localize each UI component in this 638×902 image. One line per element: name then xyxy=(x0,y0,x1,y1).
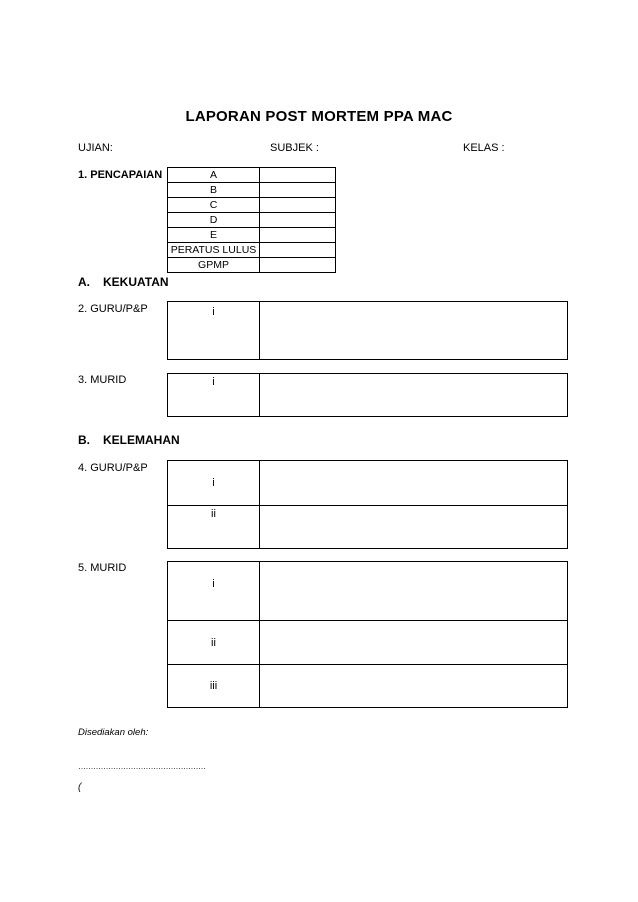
entry-cell[interactable] xyxy=(260,374,567,416)
grade-value-cell[interactable] xyxy=(260,258,336,273)
grade-label: PERATUS LULUS xyxy=(168,243,260,258)
page-title: LAPORAN POST MORTEM PPA MAC xyxy=(185,108,453,125)
table-row xyxy=(168,461,567,505)
table-row xyxy=(168,243,336,258)
grade-value-cell[interactable] xyxy=(260,213,336,228)
subjek-label: SUBJEK : xyxy=(270,142,319,154)
table-row xyxy=(168,505,567,549)
row-number: i xyxy=(168,302,260,359)
kelas-label: KELAS : xyxy=(463,142,505,154)
table-row xyxy=(168,198,336,213)
kelemahan-guru-label: 4. GURU/P&P xyxy=(78,462,148,474)
kekuatan-guru-label: 2. GURU/P&P xyxy=(78,303,148,315)
grade-value-cell[interactable] xyxy=(260,228,336,243)
table-row xyxy=(168,302,567,359)
grade-label: E xyxy=(168,228,260,243)
grade-label: D xyxy=(168,213,260,228)
table-row xyxy=(168,228,336,243)
row-number: ii xyxy=(168,506,260,549)
ujian-label: UJIAN: xyxy=(78,142,113,154)
entry-cell[interactable] xyxy=(260,506,567,549)
entry-cell[interactable] xyxy=(260,621,567,665)
section-letter: B. xyxy=(78,433,90,447)
table-row xyxy=(168,664,567,708)
grade-label: GPMP xyxy=(168,258,260,273)
kekuatan-guru-box xyxy=(167,301,568,360)
section-title: KELEMAHAN xyxy=(103,433,180,447)
table-row xyxy=(168,258,336,273)
name-paren: ( xyxy=(78,782,82,793)
table-row xyxy=(168,374,567,416)
table-row xyxy=(168,183,336,198)
kelemahan-heading xyxy=(78,433,180,447)
grade-value-cell[interactable] xyxy=(260,168,336,183)
grade-label: C xyxy=(168,198,260,213)
pencapaian-label: 1. PENCAPAIAN xyxy=(78,169,163,181)
prepared-by-label: Disediakan oleh: xyxy=(78,727,149,738)
kelemahan-murid-label: 5. MURID xyxy=(78,562,127,574)
row-number: i xyxy=(168,562,260,620)
table-row xyxy=(168,562,567,620)
table-row xyxy=(168,213,336,228)
grade-value-cell[interactable] xyxy=(260,243,336,258)
section-title: KEKUATAN xyxy=(103,275,169,289)
signature-line: …………………………………………… xyxy=(78,762,206,771)
entry-cell[interactable] xyxy=(260,461,567,505)
kekuatan-heading xyxy=(78,275,169,289)
grade-value-cell[interactable] xyxy=(260,198,336,213)
grade-label: A xyxy=(168,168,260,183)
row-number: i xyxy=(168,461,260,505)
row-number: iii xyxy=(168,665,260,708)
kekuatan-murid-label: 3. MURID xyxy=(78,374,127,386)
pencapaian-table xyxy=(167,167,336,273)
grade-label: B xyxy=(168,183,260,198)
entry-cell[interactable] xyxy=(260,665,567,708)
row-number: i xyxy=(168,374,260,416)
table-row xyxy=(168,620,567,665)
section-letter: A. xyxy=(78,275,90,289)
entry-cell[interactable] xyxy=(260,562,567,620)
kelemahan-murid-box xyxy=(167,561,568,708)
entry-cell[interactable] xyxy=(260,302,567,359)
kelemahan-guru-box xyxy=(167,460,568,549)
kekuatan-murid-box xyxy=(167,373,568,417)
table-row xyxy=(168,168,336,183)
grade-value-cell[interactable] xyxy=(260,183,336,198)
row-number: ii xyxy=(168,621,260,665)
